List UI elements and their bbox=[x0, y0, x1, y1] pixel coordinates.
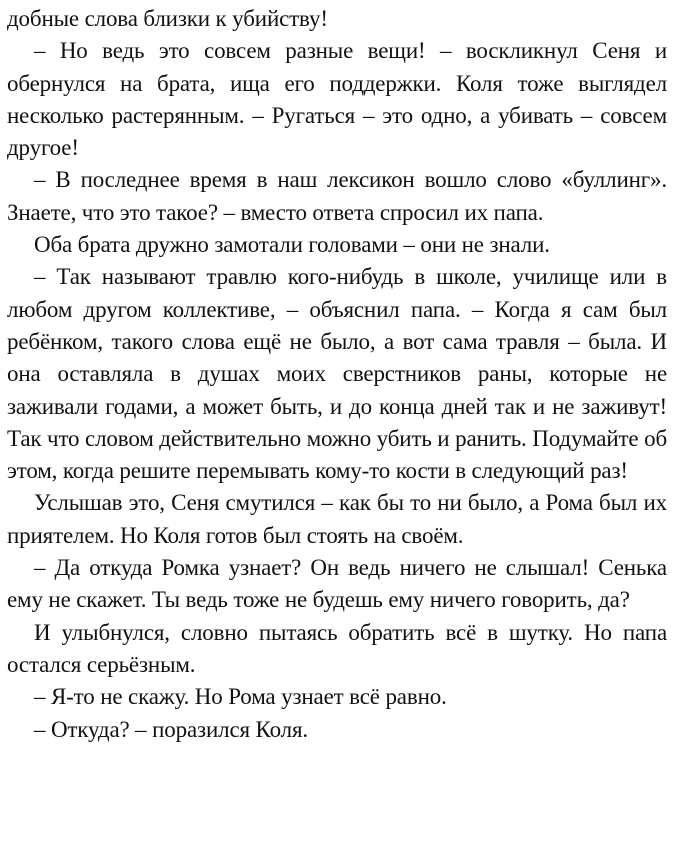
paragraph-4: Оба брата дружно замотали головами – они не знали. bbox=[34, 232, 550, 258]
paragraph-10: – Откуда? – поразился Коля. bbox=[34, 716, 309, 742]
paragraph-5: – Так называют травлю кого-нибудь в школе, училище или в любом другом коллективе, – объяснил папа. – Когда я сам был ребёнком, такого слова ещё не было, а вот сама травля – была. И она оставляла в душах моих сверстников раны, которые не заживали годами, а может быть, и до конца дней так и не заживут! Так что словом действительно можно убить и ранить. Подумайте об этом, когда решите перемывать кому-то кости в следующий раз! bbox=[7, 264, 667, 484]
paragraph-9: – Я-то не скажу. Но Рома узнает всё равно. bbox=[34, 684, 447, 710]
paragraph-3: – В последнее время в наш лексикон вошло слово «буллинг». Знаете, что это такое? – вместо ответа спросил их папа. bbox=[7, 167, 667, 225]
paragraph-7: – Да откуда Ромка узнает? Он ведь ничего не слышал! Сенька ему не скажет. Ты ведь тоже не будешь ему ничего говорить, да? bbox=[7, 555, 667, 613]
paragraph-8: И улыбнулся, словно пытаясь обратить всё в шутку. Но папа остался серьёзным. bbox=[7, 619, 667, 677]
paragraph-6: Услышав это, Сеня смутился – как бы то ни было, а Рома был их приятелем. Но Коля готов был стоять на своём. bbox=[7, 490, 667, 548]
paragraph-2: – Но ведь это совсем разные вещи! – воскликнул Сеня и обернулся на брата, ища его поддержки. Коля тоже выглядел несколько растерянным. – Ругаться – это одно, а убивать – совсем другое! bbox=[7, 38, 667, 161]
paragraph-1: добные слова близки к убийству! bbox=[7, 6, 328, 31]
